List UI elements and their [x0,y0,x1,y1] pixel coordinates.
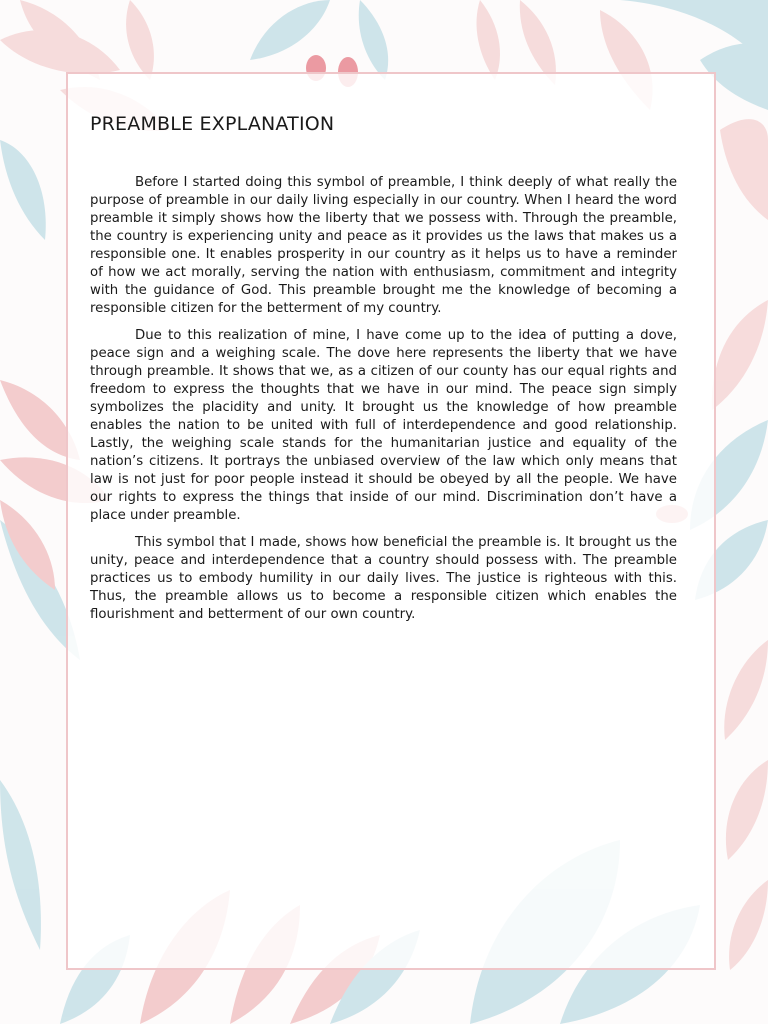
paragraph-2: Due to this realization of mine, I have come up to the idea of putting a dove, peace sign and a weighing scale. The dove here represents the liberty that we have through preamble. It shows that we, as a citizen of our county has our equal rights and freedom to express the thoughts that we have in our mind. The peace sign simply symbolizes the placidity and unity. It brought us the knowledge of how preamble enables the nation to be united with full of interdependence and good relationship. Lastly, the weighing scale stands for the humanitarian justice and equality of the nation’s citizens. It portrays the unbiased overview of the law which only means that law is not just for poor people instead it should be obeyed by all the people. We have our rights to express the things that inside of our mind. Discrimination don’t have a place under preamble. [90,328,677,523]
document-title: PREAMBLE EXPLANATION [90,113,335,135]
document-body [90,112,677,633]
right-pink-leaves [712,300,768,970]
paragraph-1: Before I started doing this symbol of preamble, I think deeply of what really the purpose of preamble in our daily living especially in our country. When I heard the word preamble it simply shows how the liberty that we possess with. Through the preamble, the country is experiencing unity and peace as it provides us the laws that makes us a responsible one. It enables prosperity in our country as it helps us to have a reminder of how we act morally, serving the nation with enthusiasm, commitment and integrity with the guidance of God. This preamble brought me the knowledge of becoming a responsible citizen for the betterment of my country. [90,175,677,316]
paragraph-3: This symbol that I made, shows how beneficial the preamble is. It brought us the unity, peace and interdependence that a country should possess with. The preamble practices us to embody humility in our daily lives. The justice is righteous with this. Thus, the preamble allows us to become a responsible citizen which enables the flourishment and betterment of our own country. [90,535,677,622]
